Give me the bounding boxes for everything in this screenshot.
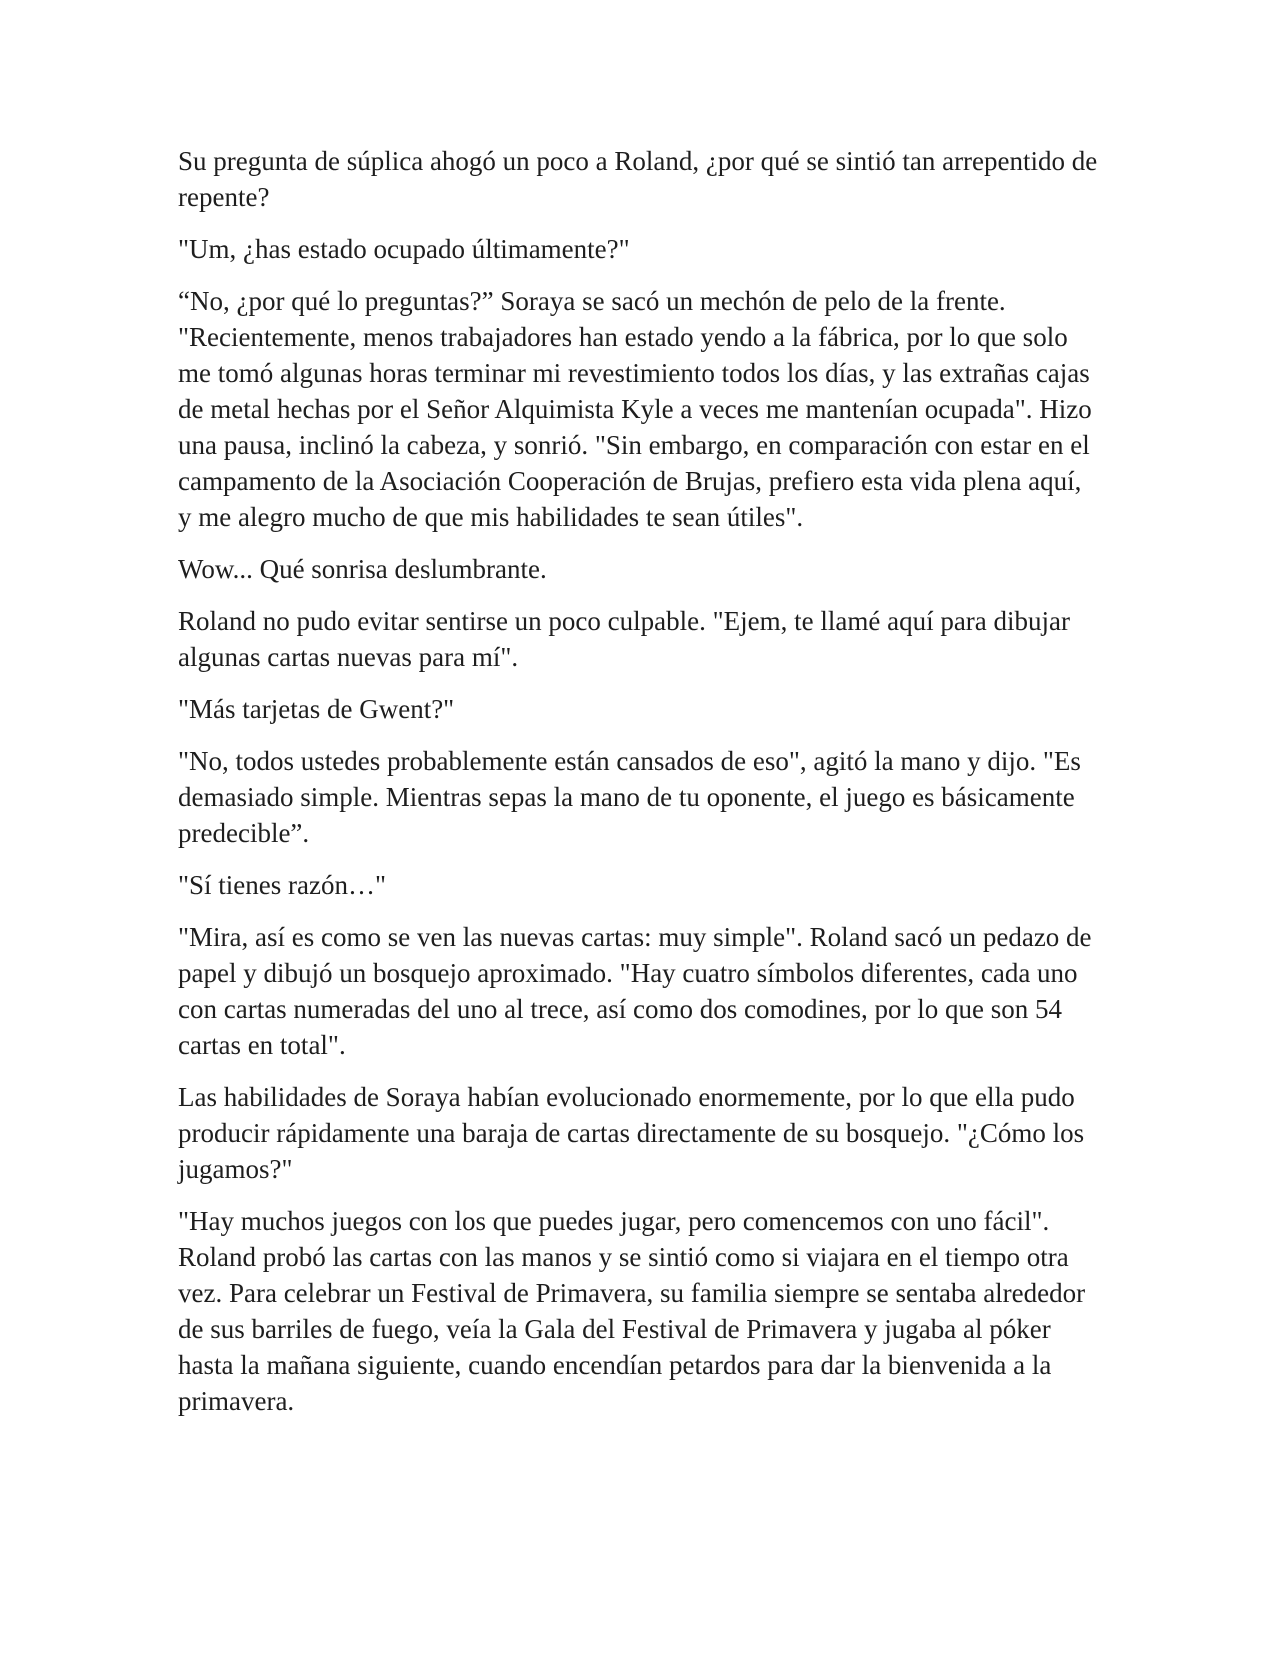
paragraph: Las habilidades de Soraya habían evolucionado enormemente, por lo que ella pudo producir rápidamente una baraja de cartas directamente de su bosquejo. "¿Cómo los jugamos?" bbox=[178, 1082, 1085, 1184]
paragraph: "Hay muchos juegos con los que puedes jugar, pero comencemos con uno fácil". Roland probó las cartas con las manos y se sintió como si viajara en el tiempo otra vez. Para celebrar un Festival de Primavera, su familia siempre se sentaba alrededor de sus barriles de fuego, veía la Gala del Festival de Primavera y jugaba al póker hasta la mañana siguiente, cuando encendían petardos para dar la bienvenida a la primavera. bbox=[178, 1206, 1086, 1416]
paragraph: Wow... Qué sonrisa deslumbrante. bbox=[178, 554, 547, 584]
paragraph: "No, todos ustedes probablemente están cansados de eso", agitó la mano y dijo. "Es demasiado simple. Mientras sepas la mano de tu oponente, el juego es básicamente predecible”. bbox=[178, 746, 1081, 848]
paragraph: "Mira, así es como se ven las nuevas cartas: muy simple". Roland sacó un pedazo de papel y dibujó un bosquejo aproximado. "Hay cuatro símbolos diferentes, cada uno con cartas numeradas del uno al trece, así como dos comodines, por lo que son 54 cartas en total". bbox=[178, 922, 1092, 1060]
paragraph: "Más tarjetas de Gwent?" bbox=[178, 694, 455, 724]
paragraph: Roland no pudo evitar sentirse un poco culpable. "Ejem, te llamé aquí para dibujar algunas cartas nuevas para mí". bbox=[178, 606, 1071, 672]
paragraph: "Sí tienes razón…" bbox=[178, 870, 386, 900]
paragraph: "Um, ¿has estado ocupado últimamente?" bbox=[178, 234, 630, 264]
document-body bbox=[178, 143, 1098, 1435]
paragraph: “No, ¿por qué lo preguntas?” Soraya se sacó un mechón de pelo de la frente. "Recientemente, menos trabajadores han estado yendo a la fábrica, por lo que solo me tomó algunas horas terminar mi revestimiento todos los días, y las extrañas cajas de metal hechas por el Señor Alquimista Kyle a veces me mantenían ocupada". Hizo una pausa, inclinó la cabeza, y sonrió. "Sin embargo, en comparación con estar en el campamento de la Asociación Cooperación de Brujas, prefiero esta vida plena aquí, y me alegro mucho de que mis habilidades te sean útiles". bbox=[178, 286, 1092, 532]
paragraph: Su pregunta de súplica ahogó un poco a Roland, ¿por qué se sintió tan arrepentido de repente? bbox=[178, 146, 1098, 212]
